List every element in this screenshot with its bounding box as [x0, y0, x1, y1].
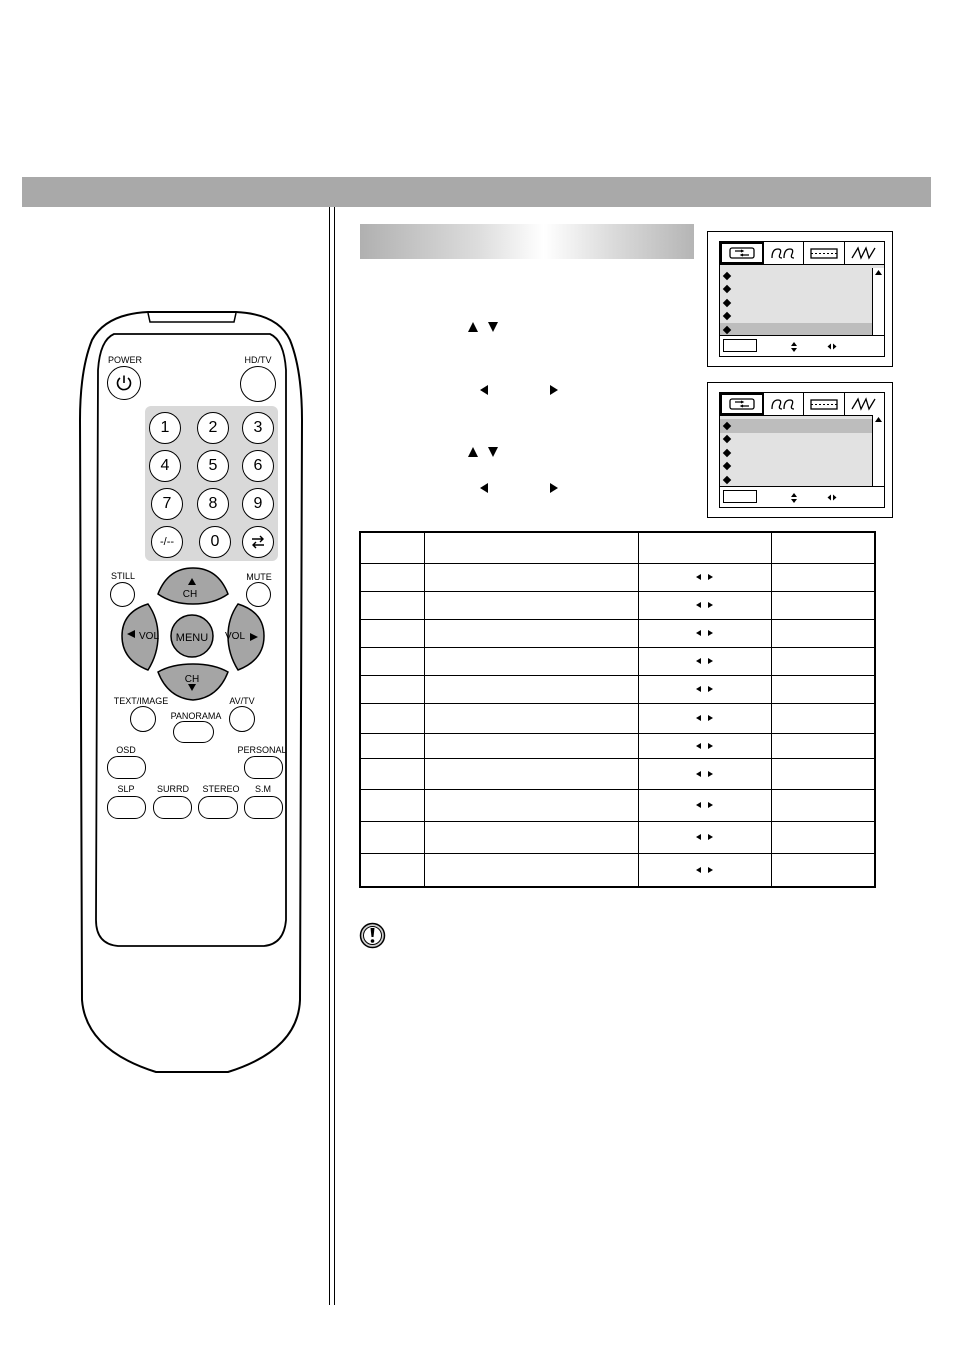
osd-item-selected [720, 419, 872, 433]
instruction-line-2 [480, 385, 558, 395]
instruction-line-4 [480, 483, 558, 493]
sound-tab-icon [764, 242, 805, 264]
vol-up-label[interactable]: VOL [224, 631, 246, 642]
personal-label: PERSONAL [237, 745, 287, 755]
table-row [360, 853, 875, 887]
slp-button[interactable] [107, 796, 146, 819]
osd-button[interactable] [107, 756, 146, 779]
ch-up-label[interactable]: CH [182, 589, 198, 600]
osd-exit-box [723, 490, 757, 503]
table-row [360, 758, 875, 789]
left-right-icon [639, 743, 771, 749]
instruction-line-1 [468, 322, 498, 332]
mute-label: MUTE [246, 572, 272, 582]
left-right-icon [639, 802, 771, 808]
osd-item [720, 433, 872, 447]
sm-button[interactable] [244, 796, 283, 819]
left-right-icon [639, 834, 771, 840]
osd-item [720, 446, 872, 460]
left-right-icon [639, 715, 771, 721]
ch-down-label[interactable]: CH [184, 674, 200, 685]
up-arrow-icon [468, 322, 478, 332]
sm-label: S.M [254, 784, 272, 794]
digit-1-button[interactable]: 1 [149, 412, 181, 444]
up-arrow-icon [468, 447, 478, 457]
right-arrow-icon [550, 483, 558, 493]
power-label: POWER [107, 355, 143, 365]
hdtv-label: HD/TV [244, 355, 272, 365]
surrd-button[interactable] [153, 796, 192, 819]
osd-item [720, 283, 872, 297]
osd-item [720, 269, 872, 283]
osd-menu-panel [719, 392, 885, 508]
vol-down-label[interactable]: VOL [138, 631, 160, 642]
osd-label: OSD [116, 745, 136, 755]
left-arrow-icon [480, 483, 488, 493]
function-tab-icon [845, 242, 885, 264]
panorama-label: PANORAMA [170, 711, 222, 721]
left-right-icon [639, 574, 771, 580]
osd-screen-1 [707, 231, 893, 367]
table-row [360, 789, 875, 821]
stereo-button[interactable] [198, 796, 238, 819]
osd-screen-2 [707, 382, 893, 518]
table-row [360, 703, 875, 733]
panorama-button[interactable] [173, 721, 214, 743]
avtv-label: AV/TV [229, 696, 255, 706]
right-arrow-icon [550, 385, 558, 395]
power-icon [115, 374, 133, 392]
recall-button[interactable] [242, 526, 274, 558]
table-row [360, 563, 875, 591]
picture-tab-icon [720, 393, 764, 415]
instruction-line-3 [468, 447, 498, 457]
osd-menu-panel [719, 241, 885, 357]
down-arrow-icon [488, 322, 498, 332]
picture-tab-icon [720, 242, 764, 264]
digit-4-button[interactable]: 4 [149, 450, 181, 482]
section-title-bar [22, 177, 931, 207]
osd-tab-bar [720, 393, 884, 416]
osd-footer [720, 335, 884, 356]
left-arrow-icon [480, 385, 488, 395]
osd-item [720, 460, 872, 474]
digit-8-button[interactable]: 8 [197, 488, 229, 520]
subsection-heading-bar [360, 224, 694, 259]
table-row [360, 619, 875, 647]
left-right-icon [639, 686, 771, 692]
stereo-label: STEREO [202, 784, 240, 794]
osd-item-list [720, 269, 872, 337]
surrd-label: SURRD [156, 784, 190, 794]
function-tab-icon [845, 393, 885, 415]
slp-label: SLP [117, 784, 135, 794]
osd-item-list [720, 419, 872, 487]
personal-button[interactable] [244, 756, 283, 779]
up-down-icon [790, 341, 798, 353]
column-divider [329, 207, 335, 1305]
digit-6-button[interactable]: 6 [242, 450, 274, 482]
text-image-label: TEXT/IMAGE [113, 696, 169, 706]
text-image-button[interactable] [130, 706, 156, 732]
digit-9-button[interactable]: 9 [242, 488, 274, 520]
left-right-icon [639, 630, 771, 636]
digit-5-button[interactable]: 5 [197, 450, 229, 482]
sound-tab-icon [764, 393, 805, 415]
hdtv-button[interactable] [240, 366, 276, 402]
table-header-row [360, 532, 875, 563]
still-label: STILL [110, 571, 136, 581]
avtv-button[interactable] [229, 706, 255, 732]
osd-scrollbar [872, 415, 884, 495]
table-row [360, 733, 875, 758]
digit-0-button[interactable]: 0 [199, 526, 231, 558]
osd-item [720, 310, 872, 324]
up-down-icon [790, 492, 798, 504]
left-right-icon [639, 602, 771, 608]
digit-dash-button[interactable]: -/-- [151, 526, 183, 558]
screen-tab-icon [804, 242, 845, 264]
menu-button[interactable]: MENU [175, 632, 209, 644]
osd-item [720, 473, 872, 487]
exclamation-icon [359, 922, 386, 949]
left-right-icon [639, 658, 771, 664]
table-row [360, 591, 875, 619]
power-button[interactable] [107, 366, 141, 400]
osd-exit-box [723, 339, 757, 352]
table-row [360, 821, 875, 853]
settings-table [359, 531, 876, 888]
digit-3-button[interactable]: 3 [242, 412, 274, 444]
screen-tab-icon [804, 393, 845, 415]
osd-tab-bar [720, 242, 884, 265]
left-right-icon [827, 494, 837, 501]
left-right-icon [639, 867, 771, 873]
digit-7-button[interactable]: 7 [151, 488, 183, 520]
osd-item [720, 296, 872, 310]
table-row [360, 647, 875, 675]
left-right-icon [827, 343, 837, 350]
osd-footer [720, 486, 884, 507]
swap-icon [250, 535, 266, 549]
table-row [360, 675, 875, 703]
left-right-icon [639, 771, 771, 777]
digit-2-button[interactable]: 2 [197, 412, 229, 444]
down-arrow-icon [488, 447, 498, 457]
